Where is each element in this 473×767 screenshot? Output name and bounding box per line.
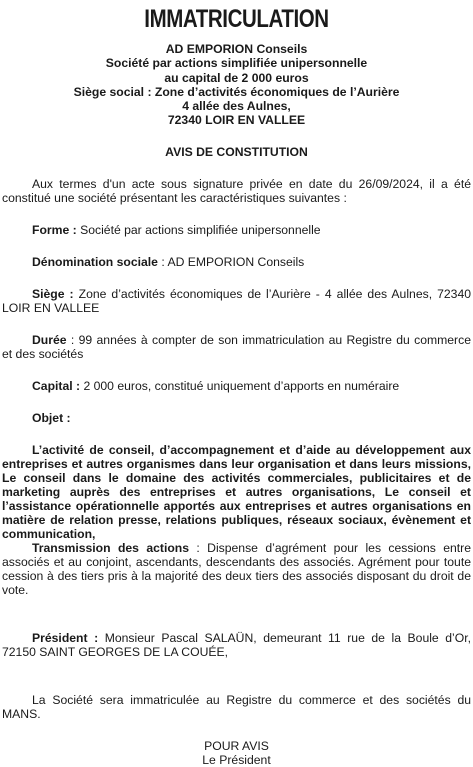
capital-label: Capital : [32, 378, 81, 393]
objet-text: L’activité de conseil, d’accompagnement et d’aide au développement aux entreprises et autres organismes dans leur organisation et dans leurs missions, Le conseil dans le domaine des activités commerciales, publicitaires et de marketing auprès des entreprises et autres organisations, Le conseil et l’assistance opérationnelle apportés aux entreprises et autres organisations en matière de relation presse, relations publiques, réseaux sociaux, évènement et communication, [2, 442, 471, 541]
duree-value: : 99 années à compter de son immatriculation au Registre du commerce et des sociétés [2, 332, 471, 361]
company-name: AD EMPORION Conseils [165, 42, 308, 56]
company-form: Société par actions simplifiée unipersonnelle [105, 56, 368, 71]
signature-line-president: Le Président [202, 752, 271, 767]
duree-label: Durée [32, 332, 67, 347]
signature-line-pour-avis: POUR AVIS [204, 738, 269, 753]
company-header [2, 42, 471, 128]
duree-paragraph [2, 333, 471, 361]
transmission-label: Transmission des actions [32, 540, 189, 555]
forme-paragraph [2, 223, 471, 237]
legal-notice [0, 4, 473, 767]
notice-title: AVIS DE CONSTITUTION [165, 144, 308, 159]
denomination-label: Dénomination sociale [32, 254, 158, 269]
transmission-paragraph [2, 541, 471, 597]
company-address: 4 allée des Aulnes, [182, 99, 291, 114]
company-seat: Siège social : Zone d’activités économiques de l’Aurière [73, 84, 400, 99]
forme-value: Société par actions simplifiée unipersonnelle [76, 222, 321, 237]
signature-block [2, 739, 471, 767]
company-city: 72340 LOIR EN VALLEE [167, 113, 306, 128]
president-paragraph [2, 631, 471, 659]
notice-heading: IMMATRICULATION [144, 5, 329, 33]
objet-label: Objet : [32, 410, 71, 425]
intro-paragraph: Aux termes d'un acte sous signature privée en date du 26/09/2024, il a été constitué une société présentant les caractéristiques suivantes : [2, 176, 471, 205]
forme-label: Forme : [32, 222, 77, 237]
siege-label: Siège : [32, 286, 74, 301]
president-value: Monsieur Pascal SALAÜN, demeurant 11 rue de la Boule d’Or, 72150 SAINT GEORGES DE LA COUÉE, [2, 630, 471, 659]
registration-paragraph: La Société sera immatriculée au Registre du commerce et des sociétés du MANS. [2, 692, 471, 721]
company-capital: au capital de 2 000 euros [164, 70, 309, 85]
siege-paragraph [2, 287, 471, 315]
siege-value: Zone d’activités économiques de l’Aurière - 4 allée des Aulnes, 72340 LOIR EN VALLEE [2, 286, 471, 315]
transmission-value: : Dispense d’agrément pour les cessions entre associés et au conjoint, ascendants, descendants des associés. Agrément pour toute cession à des tiers pris à la majorité des deux tiers des associés disposant du droit de vote. [2, 540, 471, 597]
denomination-value: : AD EMPORION Conseils [157, 254, 305, 269]
denomination-paragraph [2, 255, 471, 269]
president-label: Président : [32, 630, 99, 645]
capital-value: 2 000 euros, constitué uniquement d’apports en numéraire [80, 378, 400, 393]
capital-paragraph [2, 379, 471, 393]
